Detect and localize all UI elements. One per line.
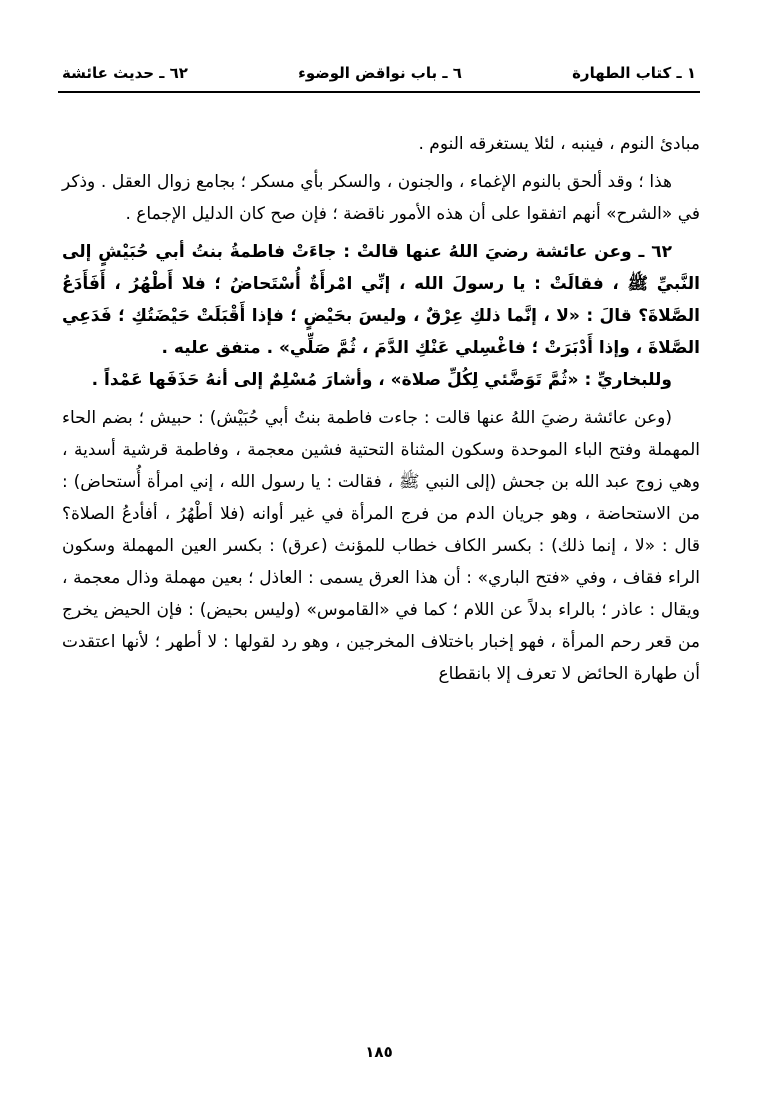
paragraph-continuation: مبادئ النوم ، فينبه ، لئلا يستغرقه النوم . xyxy=(418,134,700,154)
paragraph-commentary: هذا ؛ وقد ألحق بالنوم الإغماء ، والجنون ، والسكر بأي مسكر ؛ بجامع زوال العقل . وذكر في «الشرح» أنهم اتفقوا على أن هذه الأمور ناقضة ؛ فإن صح كان الدليل الإجماع . xyxy=(62,172,700,224)
page-number: ١٨٥ xyxy=(365,1043,393,1061)
page-body xyxy=(62,128,700,690)
hadith-explanation: (وعن عائشة رضيَ اللهُ عنها قالت : جاءت فاطمة بنتُ أبي حُبَيْش) : حبيش ؛ بضم الحاء المهملة وفتح الباء الموحدة وسكون المثناة التحتية فشين معجمة ، وفاطمة قرشية أسدية ، وهي زوج عبد الله بن جحش (إلى النبي ﷺ ، فقالت : يا رسول الله ، إني امرأة أُستحاض) : من الاستحاضة ، وهو جريان الدم من فرج المرأة في غير أوانه (فلا أطْهُرُ ، أفأدعُ الصلاة؟ قال : «لا ، إنما ذلك) : بكسر الكاف خطاب للمؤنث (عرق) : بكسر العين المهملة وسكون الراء فقاف ، وفي «فتح الباري» : أن هذا العرق يسمى : العاذل ؛ بعين مهملة وذال معجمة ، ويقال : عاذر ؛ بالراء بدلاً عن اللام ؛ كما في «القاموس» (وليس بحيض) : فإن الحيض يخرج من قعر رحم المرأة ، فهو إخبار باختلاف المخرجين ، وهو رد لقولها : لا أطهر ؛ لأنها اعتقدت أن طهارة الحائض لا تعرف إلا بانقطاع xyxy=(62,408,700,684)
header-hadith-title: ٦٢ ـ حديث عائشة xyxy=(62,64,188,82)
header-divider xyxy=(58,91,700,93)
header-book-title: ١ ـ كتاب الطهارة xyxy=(572,64,696,82)
hadith-text: ٦٢ ـ وعن عائشة رضيَ اللهُ عنها قالتْ : جاءَتْ فاطمةُ بنتُ أبي حُبَيْشٍ إلى النَّبيِّ ﷺ ، فقالَتْ : يا رسولَ الله ، إنِّي امْرأَةٌ أُسْتَحاضُ ؛ فلا أَطْهُرُ ، أَفَأَدَعُ الصَّلاةَ؟ قالَ : «لا ، إنَّما ذلكِ عِرْقٌ ، وليسَ بحَيْضٍ ؛ فإذا أَقْبَلَتْ حَيْضَتُكِ ؛ فَدَعِي الصَّلاةَ ، وإذا أَدْبَرَتْ ؛ فاغْسِلي عَنْكِ الدَّمَ ، ثُمَّ صَلِّي» . متفق عليه . xyxy=(62,242,700,358)
header-chapter-title: ٦ ـ باب نواقض الوضوء xyxy=(298,64,462,82)
running-header xyxy=(62,58,696,88)
hadith-bukhari-addition: وللبخاريِّ : «ثُمَّ تَوَضَّئي لِكُلِّ صلاة» ، وأشارَ مُسْلِمٌ إلى أنهُ حَذَفَها عَمْداً . xyxy=(91,370,672,390)
